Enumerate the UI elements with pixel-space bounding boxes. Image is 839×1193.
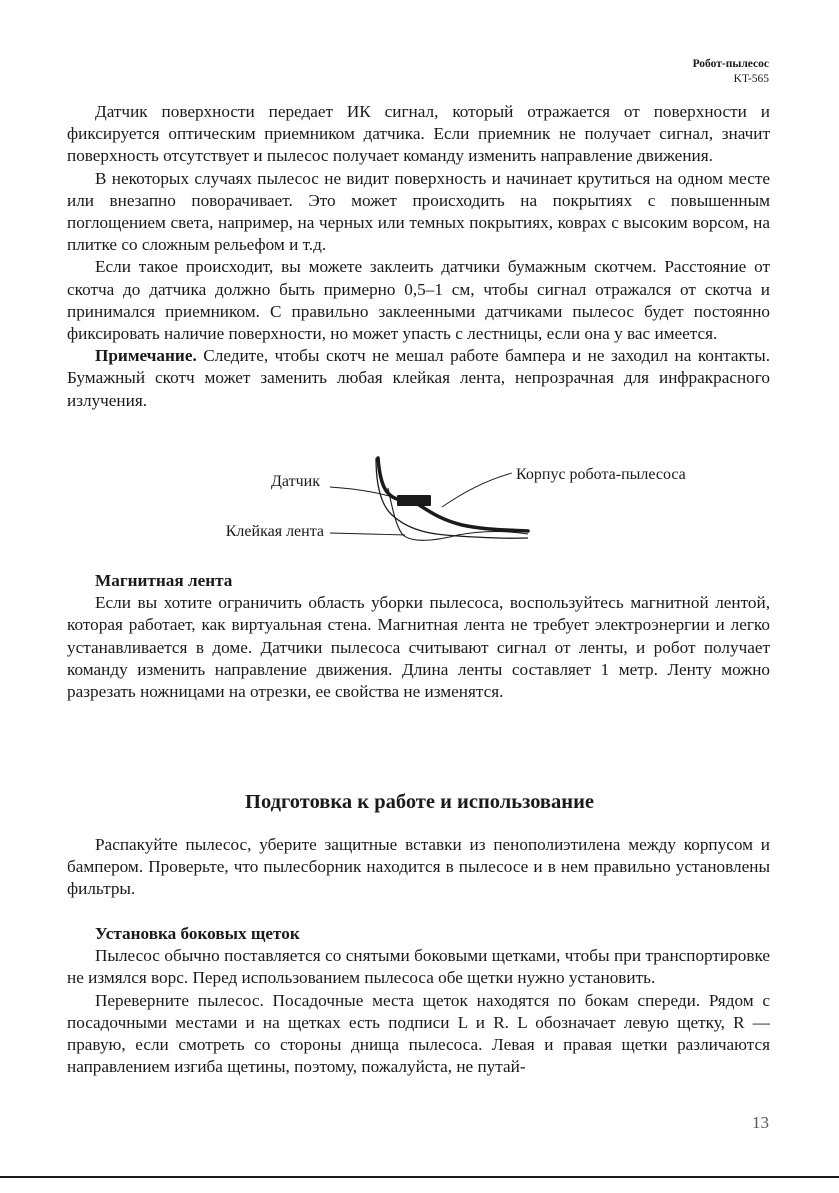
body-label: Корпус робота-пылесоса — [516, 466, 686, 483]
brushes-heading: Установка боковых щеток — [95, 924, 300, 943]
section-title: Подготовка к работе и использование — [245, 791, 594, 813]
header-title: Робот-пылесос — [692, 58, 769, 70]
brushes-block — [67, 923, 770, 1078]
note-text: Следите, чтобы скотч не мешал работе бампера и не заходил на контакты. Бумажный скотч может заменить любая клейкая лента, непрозрачная для инфракрасного излучения. — [67, 346, 770, 410]
paragraph: В некоторых случаях пылесос не видит поверхность и начинает крутиться на одном месте или внезапно поворачивает. Это может происходить на покрытиях с повышенным поглощением света, например, на черных или темных покрытиях, коврах с высоким ворсом, на плитке со сложным рельефом и т.д. — [67, 168, 770, 255]
sensor-tape-diagram — [200, 455, 720, 555]
header-model: KT-565 — [733, 73, 769, 85]
sensor-label: Датчик — [271, 473, 320, 490]
paragraph: Переверните пылесос. Посадочные места щеток находятся по бокам спереди. Рядом с посадочными местами и на щетках есть подписи L и R. L обозначает левую щетку, R — правую, если смотреть со стороны днища пылесоса. Левая и правая щетки различаются направлением изгиба щетины, поэтому, пожалуйста, не путай- — [67, 990, 770, 1077]
paragraph: Датчик поверхности передает ИК сигнал, который отражается от поверхности и фиксируется оптическим приемником датчика. Если приемник не получает сигнал, значит поверхность отсутствует и пылесос получает команду изменить направление движения. — [67, 102, 770, 166]
sensor-tape-figure — [200, 455, 720, 555]
paragraph: Распакуйте пылесос, уберите защитные вставки из пенополиэтилена между корпусом и бампером. Проверьте, что пылесборник находится в пылесосе и в нем правильно установлены фильтры. — [67, 835, 770, 899]
tape-leader-line — [330, 533, 405, 535]
running-header — [693, 57, 769, 87]
magnetic-heading: Магнитная лента — [95, 571, 233, 590]
paragraph: Если вы хотите ограничить область уборки пылесоса, воспользуйтесь магнитной лентой, которая работает, как виртуальная стена. Магнитная лента не требует электроэнергии и легко устанавливается в доме. Датчики пылесоса считывают сигнал от ленты, и робот получает команду изменить направление движения. Длина ленты составляет 1 метр. Ленту можно разрезать ножницами на отрезки, ее свойства не изменятся. — [67, 593, 770, 702]
page-number: 13 — [752, 1113, 769, 1132]
section-intro-block — [67, 834, 770, 901]
sensor-block — [397, 495, 431, 506]
intro-text-block — [67, 101, 770, 412]
magnetic-tape-block — [67, 570, 770, 703]
paragraph: Пылесос обычно поставляется со снятыми боковыми щетками, чтобы при транспортировке не измялся ворс. Перед использованием пылесоса обе щетки нужно установить. — [67, 946, 770, 988]
note-label: Примечание. — [95, 346, 197, 366]
bottom-divider — [0, 1176, 839, 1178]
body-leader-line — [442, 473, 512, 507]
note-paragraph — [67, 345, 770, 412]
robot-body — [378, 458, 528, 531]
paragraph: Если такое происходит, вы можете заклеить датчики бумажным скотчем. Расстояние от скотча до датчика должно быть примерно 0,5–1 см, чтобы сигнал отражался от скотча и принимался приемником. С правильно заклеенными датчиками пылесос будет постоянно фиксировать наличие поверхности, но может упасть с лестницы, если она у вас имеется. — [67, 257, 770, 344]
tape-label: Клейкая лента — [225, 523, 324, 540]
